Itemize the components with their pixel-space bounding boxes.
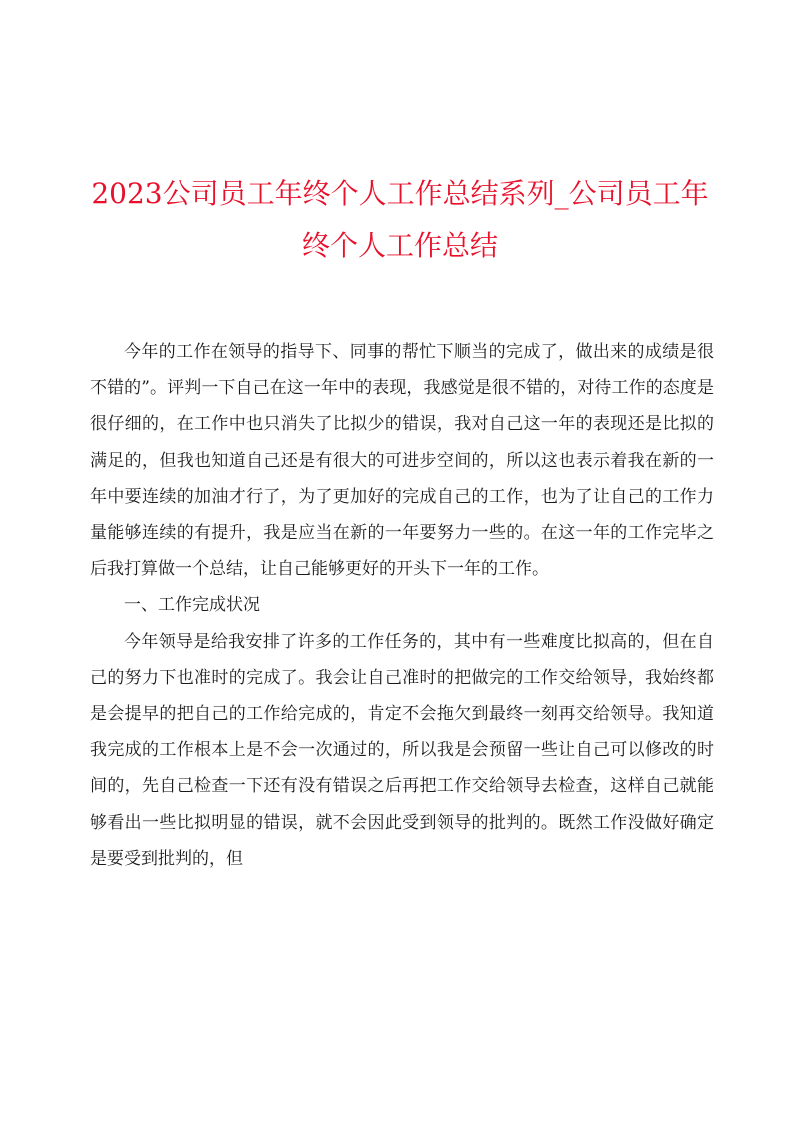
paragraph-intro: 今年的工作在领导的指导下、同事的帮忙下顺当的完成了，做出来的成绩是很不错的”。评判一下自己在这一年中的表现，我感觉是很不错的，对待工作的态度是很仔细的，在工作中也只消失了比拟少的错误，我对自己这一年的表现还是比拟的满足的，但我也知道自己还是有很大的可进步空间的，所以这也表示着我在新的一年中要连续的加油才行了，为了更加好的完成自己的工作，也为了让自己的工作力量能够连续的有提升，我是应当在新的一年要努力一些的。在这一年的工作完毕之后我打算做一个总结，让自己能够更好的开头下一年的工作。 [90, 342, 714, 580]
paragraph-work-status: 今年领导是给我安排了许多的工作任务的，其中有一些难度比拟高的，但在自己的努力下也准时的完成了。我会让自己准时的把做完的工作交给领导，我始终都是会提早的把自己的工作给完成的，肯定不会拖欠到最终一刻再交给领导。我知道我完成的工作根本上是不会一次通过的，所以我是会预留一些让自己可以修改的时间的，先自己检查一下还有没有错误之后再把工作交给领导去检查，这样自己就能够看出一些比拟明显的错误，就不会因此受到领导的批判的。既然工作没做好确定是要受到批判的，但 [90, 631, 714, 869]
section-heading: 一、工作完成状况 [124, 595, 260, 616]
document-title: 2023公司员工年终个人工作总结系列_公司员工年终个人工作总结 [91, 177, 709, 262]
document-body [90, 334, 714, 877]
